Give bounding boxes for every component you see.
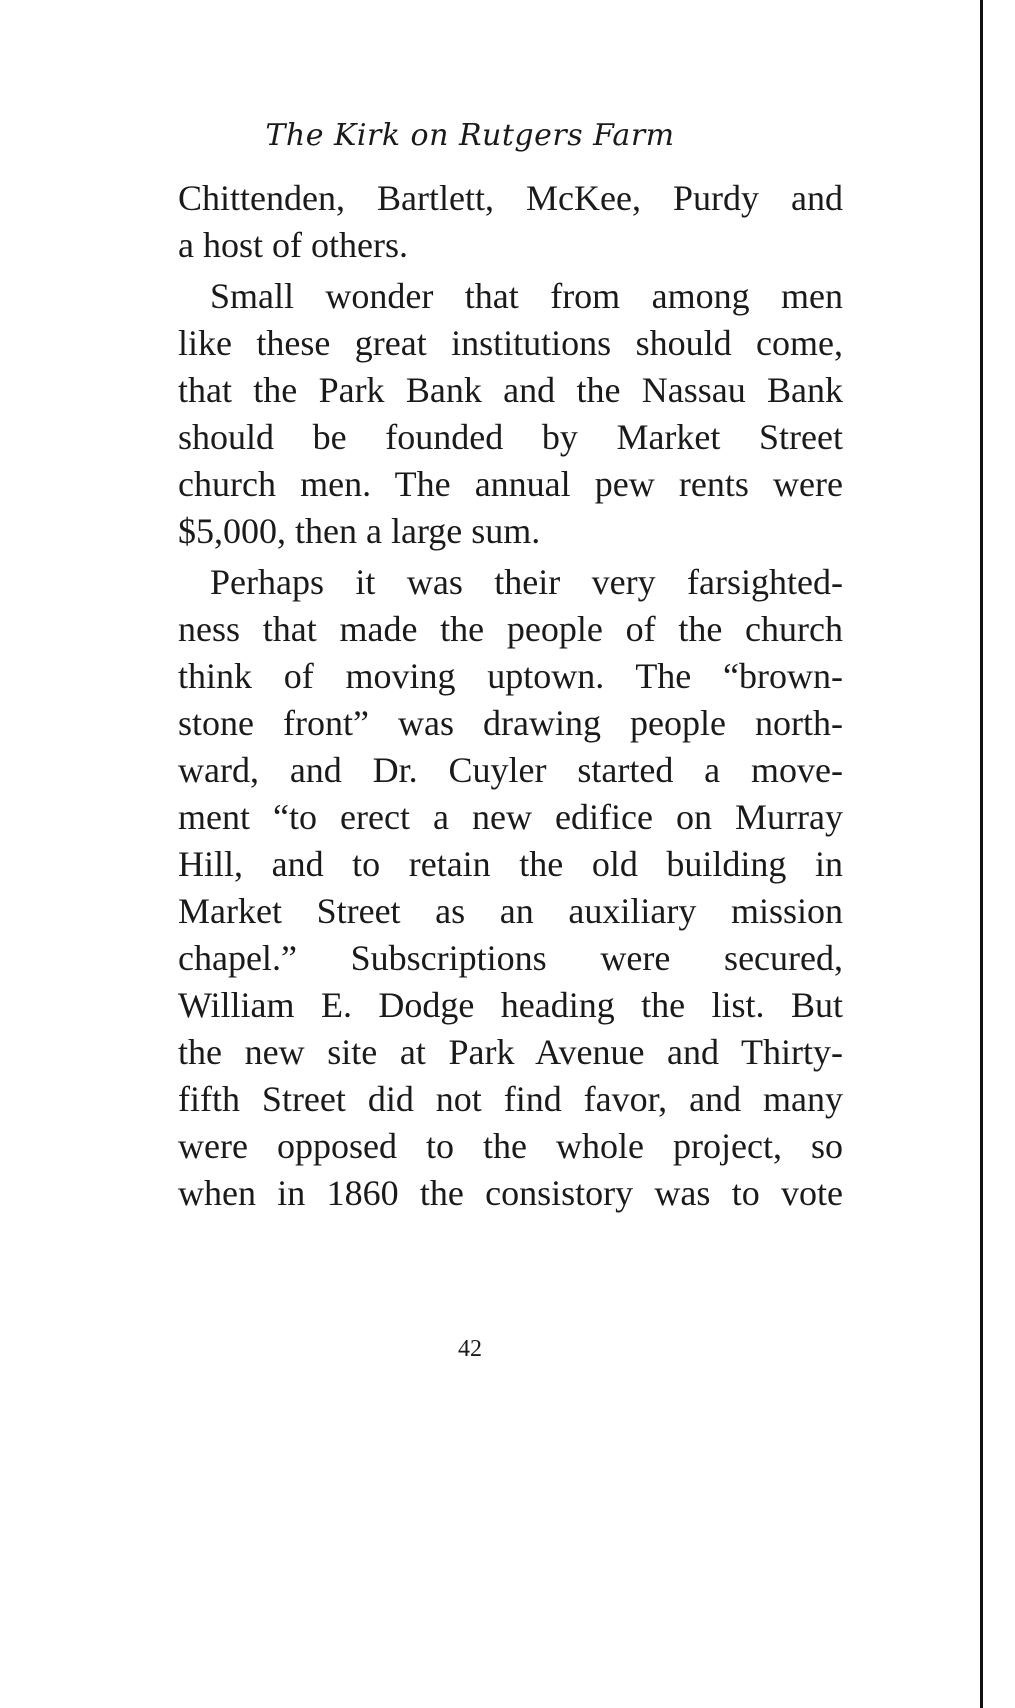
- text-line: $5,000, then a large sum.: [178, 511, 541, 551]
- text-line: like these great institutions should come,: [178, 323, 843, 363]
- text-line: the new site at Park Avenue and Thirty-: [178, 1032, 843, 1072]
- text-line: that the Park Bank and the Nassau Bank: [178, 370, 843, 410]
- text-line: should be founded by Market Street: [178, 417, 843, 457]
- page-number: 42: [458, 1336, 482, 1362]
- text-line: Market Street as an auxiliary mission: [178, 891, 843, 931]
- text-line: Chittenden, Bartlett, McKee, Purdy and: [178, 178, 843, 218]
- paragraph-start-line: Small wonder that from among men: [210, 276, 843, 316]
- text-line: were opposed to the whole project, so: [178, 1126, 843, 1166]
- text-line: church men. The annual pew rents were: [178, 464, 843, 504]
- text-line: ment “to erect a new edifice on Murray: [178, 797, 843, 837]
- page-edge-rule: [980, 0, 983, 1708]
- text-line: stone front” was drawing people north-: [178, 703, 843, 743]
- text-line: a host of others.: [178, 225, 408, 265]
- text-line: ward, and Dr. Cuyler started a move-: [178, 750, 843, 790]
- text-line: fifth Street did not find favor, and many: [178, 1079, 843, 1119]
- text-line: chapel.” Subscriptions were secured,: [178, 938, 843, 978]
- running-head-title: The Kirk on Rutgers Farm: [265, 118, 675, 153]
- text-line: William E. Dodge heading the list. But: [178, 985, 843, 1025]
- text-line: when in 1860 the consistory was to vote: [178, 1173, 843, 1213]
- text-line: ness that made the people of the church: [178, 609, 843, 649]
- text-line: think of moving uptown. The “brown-: [178, 656, 843, 696]
- text-line: Hill, and to retain the old building in: [178, 844, 843, 884]
- paragraph-start-line: Perhaps it was their very farsighted-: [210, 562, 843, 602]
